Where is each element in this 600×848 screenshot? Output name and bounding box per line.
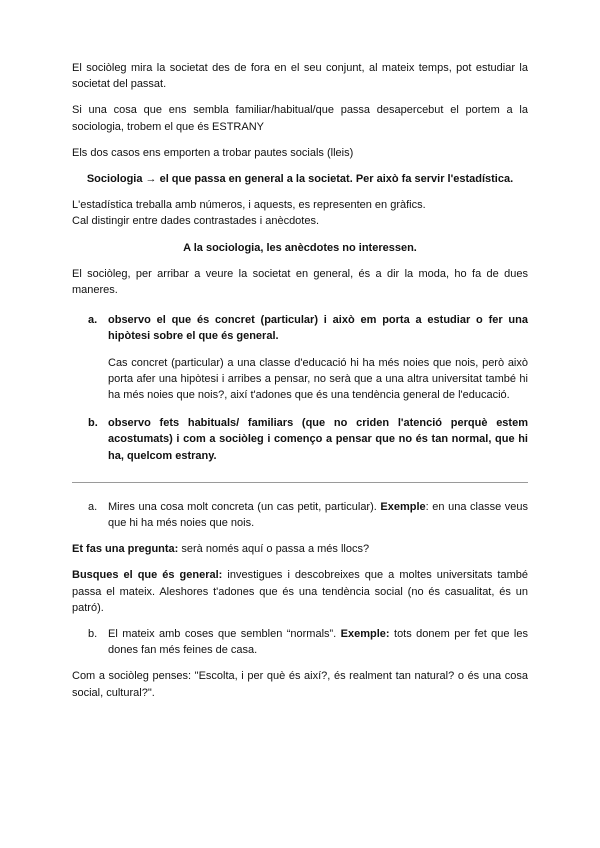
example-marker-a: a. bbox=[88, 500, 98, 513]
paragraph-question bbox=[72, 541, 528, 557]
paragraph-closing: Com a sociòleg penses: "Escolta, i per què és així?, és realment tan natural? o és una cosa social, cultural?". bbox=[72, 670, 528, 699]
example-b-detail: tots donem per fet que les dones fan més feines de casa. bbox=[108, 628, 528, 657]
general-text: investigues i descobreixes que a moltes universitats també passa el mateix. Aleshores t'adones que és una tendència social (no és casualitat, és un patró). bbox=[72, 569, 528, 614]
list-item-b bbox=[72, 415, 528, 464]
general-label: Busques el que és general: bbox=[72, 569, 223, 582]
statistics-line-1: L'estadística treballa amb números, i aquests, es representen en gràfics. bbox=[72, 199, 426, 212]
list-item-a-text: observo el que és concret (particular) i això em porta a estudiar o fer una hipòtesi sobre el que és general. bbox=[108, 314, 528, 343]
paragraph-social-patterns: Els dos casos ens emporten a trobar pautes socials (lleis) bbox=[72, 146, 354, 159]
example-item-b-body bbox=[108, 626, 528, 658]
heading-sociology-statistics: Sociologia → el que passa en general a la societat. Per això fa servir l'estadística. bbox=[86, 173, 514, 186]
example-a-label: Exemple bbox=[380, 500, 426, 513]
example-item-b bbox=[72, 626, 528, 658]
question-label: Et fas una pregunta: bbox=[72, 543, 179, 556]
paragraph-general bbox=[72, 567, 528, 616]
list-item-a bbox=[72, 312, 528, 344]
statistics-line-2: Cal distingir entre dades contrastades i anècdotes. bbox=[72, 215, 320, 228]
list-item-a-explanation: Cas concret (particular) a una classe d'educació hi ha més noies que nois, però això porta afer una hipòtesi i arribes a pensar, no serà que a una altra universitat també hi ha més noies que nois?, així t'adones que és una tendència general de l'educació. bbox=[108, 356, 528, 402]
example-item-a-body bbox=[108, 499, 528, 531]
list-marker-b: b. bbox=[88, 417, 98, 430]
heading-anecdotes: A la sociologia, les anècdotes no interessen. bbox=[183, 241, 417, 254]
example-b-text: El mateix amb coses que semblen “normals”. bbox=[108, 628, 341, 641]
paragraph-strange: Si una cosa que ens sembla familiar/habitual/que passa desapercebut el portem a la sociologia, trobem el que és ESTRANY bbox=[72, 104, 528, 133]
example-a-text: Mires una cosa molt concreta (un cas petit, particular). bbox=[108, 500, 377, 513]
example-b-label: Exemple: bbox=[340, 628, 390, 641]
list-item-b-text: observo fets habituals/ familiars (que no criden l'atenció perquè estem acostumats) i com a sociòleg i començo a pensar que no és tan normal, que hi ha, quelcom estrany. bbox=[108, 417, 528, 462]
list-marker-a: a. bbox=[88, 314, 98, 327]
paragraph-sociologist-view: El sociòleg mira la societat des de fora en el seu conjunt, al mateix temps, pot estudiar la societat del passat. bbox=[72, 62, 528, 91]
document-page bbox=[72, 60, 528, 701]
paragraph-statistics bbox=[72, 197, 528, 229]
horizontal-divider bbox=[72, 482, 528, 483]
example-a-detail: : en una classe veus que hi ha més noies que nois. bbox=[108, 500, 528, 530]
paragraph-two-ways: El sociòleg, per arribar a veure la societat en general, és a dir la moda, ho fa de dues maneres. bbox=[72, 267, 528, 297]
question-text: serà només aquí o passa a més llocs? bbox=[178, 543, 370, 556]
example-marker-b: b. bbox=[88, 628, 98, 641]
example-item-a bbox=[72, 499, 528, 531]
